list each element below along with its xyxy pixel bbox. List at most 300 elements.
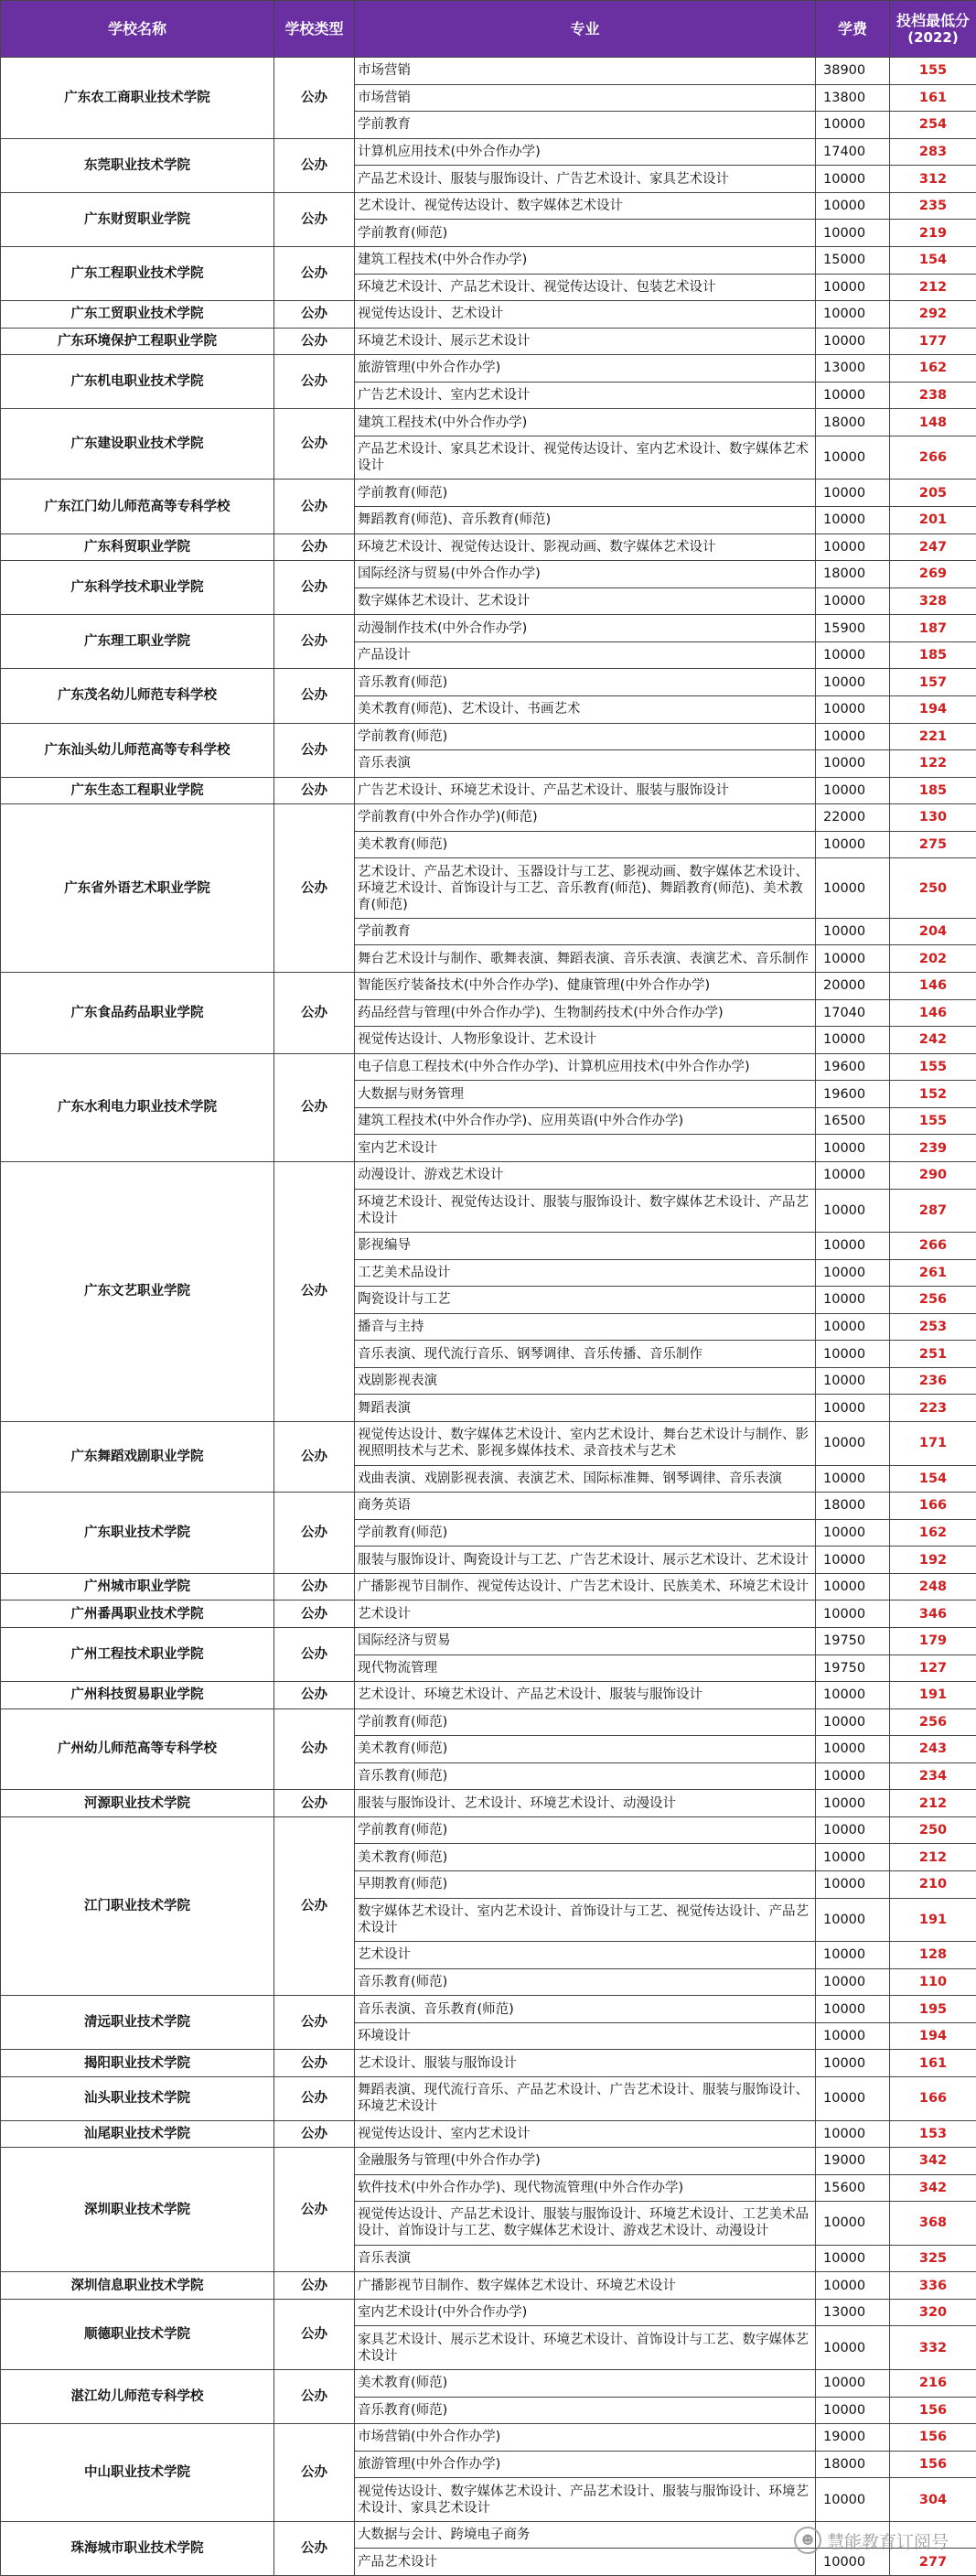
school-name: 广东舞蹈戏剧职业学院	[1, 1422, 274, 1493]
score-cell: 250	[890, 1816, 976, 1844]
school-type: 公办	[274, 1790, 355, 1817]
score-cell: 243	[890, 1736, 976, 1763]
school-type: 公办	[274, 2050, 355, 2077]
fee-cell: 10000	[816, 1422, 890, 1466]
school-name: 珠海城市职业技术学院	[1, 2521, 274, 2575]
major-cell: 学前教育(师范)	[355, 1519, 816, 1547]
fee-cell: 10000	[816, 1189, 890, 1233]
major-cell: 音乐教育(师范)	[355, 669, 816, 696]
table-row	[1, 534, 976, 561]
school-name: 深圳职业技术学院	[1, 2148, 274, 2272]
score-cell: 253	[890, 1313, 976, 1341]
major-cell: 美术教育(师范)	[355, 831, 816, 858]
school-type: 公办	[274, 355, 355, 409]
fee-cell: 10000	[816, 918, 890, 945]
major-cell: 艺术设计、环境艺术设计、产品艺术设计、服装与服饰设计	[355, 1682, 816, 1709]
school-type: 公办	[274, 246, 355, 300]
score-cell: 248	[890, 1573, 976, 1601]
school-type: 公办	[274, 973, 355, 1054]
major-cell: 家具艺术设计、展示艺术设计、环境艺术设计、首饰设计与工艺、数字媒体艺术设计	[355, 2326, 816, 2370]
school-type: 公办	[274, 301, 355, 329]
major-cell: 学前教育(师范)	[355, 723, 816, 750]
table-row	[1, 138, 976, 166]
score-cell: 261	[890, 1259, 976, 1287]
table-row	[1, 777, 976, 804]
watermark	[794, 2527, 949, 2554]
score-cell: 256	[890, 1287, 976, 1314]
school-type: 公办	[274, 2076, 355, 2120]
major-cell: 计算机应用技术(中外合作办学)	[355, 138, 816, 166]
table-row	[1, 1053, 976, 1081]
wechat-icon: ☻	[794, 2527, 821, 2554]
school-name: 江门职业技术学院	[1, 1816, 274, 1995]
major-cell: 早期教育(师范)	[355, 1871, 816, 1899]
school-name: 广东理工职业学院	[1, 615, 274, 669]
score-cell: 205	[890, 480, 976, 507]
fee-cell: 10000	[816, 1682, 890, 1709]
score-cell: 177	[890, 328, 976, 355]
major-cell: 学前教育	[355, 918, 816, 945]
fee-cell: 10000	[816, 507, 890, 534]
school-name: 顺德职业技术学院	[1, 2299, 274, 2369]
fee-cell: 13800	[816, 84, 890, 112]
score-cell: 156	[890, 2397, 976, 2424]
major-cell: 美术教育(师范)、艺术设计、书画艺术	[355, 695, 816, 723]
major-cell: 音乐表演、音乐教育(师范)	[355, 1996, 816, 2023]
school-type: 公办	[274, 669, 355, 723]
table-row	[1, 301, 976, 329]
fee-cell: 10000	[816, 1968, 890, 1996]
score-cell: 290	[890, 1161, 976, 1189]
table-row	[1, 409, 976, 437]
score-cell: 122	[890, 750, 976, 778]
school-type: 公办	[274, 723, 355, 777]
fee-cell: 10000	[816, 480, 890, 507]
table-row	[1, 1790, 976, 1817]
score-cell: 162	[890, 355, 976, 383]
table-row	[1, 804, 976, 832]
fee-cell: 20000	[816, 973, 890, 1000]
school-type: 公办	[274, 192, 355, 246]
major-cell: 产品艺术设计	[355, 2549, 816, 2576]
score-cell: 292	[890, 301, 976, 329]
major-cell: 影视编导	[355, 1233, 816, 1260]
fee-cell: 19000	[816, 2424, 890, 2452]
major-cell: 学前教育(师范)	[355, 1816, 816, 1844]
school-name: 广东文艺职业学院	[1, 1161, 274, 1421]
major-cell: 药品经营与管理(中外合作办学)、生物制药技术(中外合作办学)	[355, 999, 816, 1027]
score-cell: 185	[890, 641, 976, 669]
major-cell: 服装与服饰设计、艺术设计、环境艺术设计、动漫设计	[355, 1790, 816, 1817]
major-cell: 舞台艺术设计与制作、歌舞表演、舞蹈表演、音乐表演、表演艺术、音乐制作	[355, 945, 816, 973]
school-type: 公办	[274, 534, 355, 561]
header-row	[1, 1, 976, 58]
fee-cell: 10000	[816, 2272, 890, 2300]
major-cell: 国际经济与贸易	[355, 1627, 816, 1654]
major-cell: 动漫制作技术(中外合作办学)	[355, 615, 816, 642]
school-type: 公办	[274, 328, 355, 355]
school-type: 公办	[274, 409, 355, 480]
major-cell: 建筑工程技术(中外合作办学)	[355, 246, 816, 274]
major-cell: 产品艺术设计、家具艺术设计、视觉传达设计、室内艺术设计、数字媒体艺术设计	[355, 436, 816, 480]
school-name: 广东农工商职业技术学院	[1, 58, 274, 139]
fee-cell: 10000	[816, 328, 890, 355]
school-type: 公办	[274, 1708, 355, 1790]
school-type: 公办	[274, 480, 355, 534]
score-cell: 192	[890, 1547, 976, 1574]
score-cell: 336	[890, 2272, 976, 2300]
major-cell: 工艺美术品设计	[355, 1259, 816, 1287]
school-type: 公办	[274, 58, 355, 139]
table-row	[1, 1816, 976, 1844]
score-cell: 266	[890, 1233, 976, 1260]
major-cell: 现代物流管理	[355, 1654, 816, 1682]
major-cell: 广播影视节目制作、视觉传达设计、广告艺术设计、民族美术、环境艺术设计	[355, 1573, 816, 1601]
fee-cell: 10000	[816, 1259, 890, 1287]
major-cell: 舞蹈表演、现代流行音乐、产品艺术设计、广告艺术设计、服装与服饰设计、环境艺术设计	[355, 2076, 816, 2120]
score-cell: 127	[890, 1654, 976, 1682]
major-cell: 艺术设计、服装与服饰设计	[355, 2050, 816, 2077]
school-name: 广东江门幼儿师范高等专科学校	[1, 480, 274, 534]
school-name: 广东省外语艺术职业学院	[1, 804, 274, 973]
fee-cell: 10000	[816, 112, 890, 139]
table-row	[1, 1682, 976, 1709]
school-type: 公办	[274, 2272, 355, 2300]
major-cell: 产品设计	[355, 641, 816, 669]
fee-cell: 10000	[816, 669, 890, 696]
score-cell: 212	[890, 1844, 976, 1871]
score-cell: 191	[890, 1898, 976, 1942]
table-row	[1, 328, 976, 355]
score-cell: 153	[890, 2120, 976, 2148]
score-cell: 251	[890, 1341, 976, 1368]
major-cell: 视觉传达设计、艺术设计	[355, 301, 816, 329]
score-cell: 212	[890, 274, 976, 301]
fee-cell: 18000	[816, 2451, 890, 2478]
school-name: 广州工程技术职业学院	[1, 1627, 274, 1681]
school-name: 广东科学技术职业学院	[1, 561, 274, 615]
school-name: 汕头职业技术学院	[1, 2076, 274, 2120]
table-row	[1, 192, 976, 220]
major-cell: 广播影视节目制作、数字媒体艺术设计、环境艺术设计	[355, 2272, 816, 2300]
school-name: 广东财贸职业学院	[1, 192, 274, 246]
fee-cell: 10000	[816, 1708, 890, 1736]
table-row	[1, 1996, 976, 2023]
major-cell: 戏剧影视表演	[355, 1367, 816, 1395]
major-cell: 数字媒体艺术设计、室内艺术设计、首饰设计与工艺、视觉传达设计、产品艺术设计	[355, 1898, 816, 1942]
school-name: 中山职业技术学院	[1, 2424, 274, 2522]
major-cell: 视觉传达设计、数字媒体艺术设计、室内艺术设计、舞台艺术设计与制作、影视照明技术与艺术、影视多媒体技术、录音技术与艺术	[355, 1422, 816, 1466]
score-cell: 238	[890, 382, 976, 409]
fee-cell: 18000	[816, 561, 890, 588]
major-cell: 学前教育(师范)	[355, 480, 816, 507]
school-name: 广州番禺职业技术学院	[1, 1601, 274, 1628]
major-cell: 美术教育(师范)	[355, 1844, 816, 1871]
major-cell: 环境艺术设计、视觉传达设计、服装与服饰设计、数字媒体艺术设计、产品艺术设计	[355, 1189, 816, 1233]
score-cell: 328	[890, 587, 976, 615]
school-type: 公办	[274, 2120, 355, 2148]
major-cell: 室内艺术设计	[355, 1135, 816, 1162]
score-cell: 166	[890, 2076, 976, 2120]
school-type: 公办	[274, 777, 355, 804]
fee-cell: 10000	[816, 777, 890, 804]
score-cell: 195	[890, 1996, 976, 2023]
major-cell: 陶瓷设计与工艺	[355, 1287, 816, 1314]
major-cell: 戏曲表演、戏剧影视表演、表演艺术、国际标准舞、钢琴调律、音乐表演	[355, 1465, 816, 1493]
table-row	[1, 2148, 976, 2175]
fee-cell: 10000	[816, 2050, 890, 2077]
table-row	[1, 2050, 976, 2077]
score-cell: 346	[890, 1601, 976, 1628]
school-type: 公办	[274, 2148, 355, 2272]
school-name: 湛江幼儿师范专科学校	[1, 2370, 274, 2424]
score-cell: 161	[890, 2050, 976, 2077]
school-type: 公办	[274, 2370, 355, 2424]
score-cell: 185	[890, 777, 976, 804]
header-score-year: (2022)	[893, 29, 973, 46]
school-name: 广州科技贸易职业学院	[1, 1682, 274, 1709]
score-cell: 194	[890, 2022, 976, 2050]
score-cell: 155	[890, 1107, 976, 1135]
table-row	[1, 1422, 976, 1466]
major-cell: 美术教育(师范)	[355, 2370, 816, 2398]
fee-cell: 10000	[816, 1367, 890, 1395]
fee-cell: 10000	[816, 1465, 890, 1493]
score-cell: 332	[890, 2326, 976, 2370]
fee-cell: 19600	[816, 1053, 890, 1081]
major-cell: 艺术设计	[355, 1601, 816, 1628]
major-cell: 音乐表演	[355, 2245, 816, 2272]
school-type: 公办	[274, 1682, 355, 1709]
fee-cell: 10000	[816, 220, 890, 247]
major-cell: 大数据与财务管理	[355, 1081, 816, 1108]
school-type: 公办	[274, 1053, 355, 1161]
school-name: 广东建设职业技术学院	[1, 409, 274, 480]
score-cell: 154	[890, 246, 976, 274]
score-cell: 269	[890, 561, 976, 588]
major-cell: 旅游管理(中外合作办学)	[355, 355, 816, 383]
fee-cell: 10000	[816, 1601, 890, 1628]
fee-cell: 10000	[816, 301, 890, 329]
table-row	[1, 2424, 976, 2452]
fee-cell: 13000	[816, 355, 890, 383]
score-cell: 342	[890, 2148, 976, 2175]
school-name: 广州幼儿师范高等专科学校	[1, 1708, 274, 1790]
major-cell: 室内艺术设计(中外合作办学)	[355, 2299, 816, 2326]
score-cell: 128	[890, 1942, 976, 1969]
table-row	[1, 246, 976, 274]
school-name: 广东生态工程职业学院	[1, 777, 274, 804]
school-name: 广东职业技术学院	[1, 1493, 274, 1574]
score-cell: 325	[890, 2245, 976, 2272]
fee-cell: 10000	[816, 1871, 890, 1899]
fee-cell: 10000	[816, 1816, 890, 1844]
major-cell: 音乐表演、现代流行音乐、钢琴调律、音乐传播、音乐制作	[355, 1341, 816, 1368]
score-cell: 201	[890, 507, 976, 534]
fee-cell: 10000	[816, 858, 890, 919]
major-cell: 环境艺术设计、视觉传达设计、影视动画、数字媒体艺术设计	[355, 534, 816, 561]
major-cell: 金融服务与管理(中外合作办学)	[355, 2148, 816, 2175]
school-name: 揭阳职业技术学院	[1, 2050, 274, 2077]
major-cell: 环境设计	[355, 2022, 816, 2050]
score-cell: 250	[890, 858, 976, 919]
watermark-text: 慧能教育订阅号	[827, 2528, 949, 2553]
score-cell: 194	[890, 695, 976, 723]
score-cell: 152	[890, 1081, 976, 1108]
score-cell: 221	[890, 723, 976, 750]
major-cell: 产品艺术设计、服装与服饰设计、广告艺术设计、家具艺术设计	[355, 166, 816, 193]
major-cell: 环境艺术设计、展示艺术设计	[355, 328, 816, 355]
fee-cell: 10000	[816, 2397, 890, 2424]
fee-cell: 10000	[816, 750, 890, 778]
major-cell: 视觉传达设计、产品艺术设计、服装与服饰设计、环境艺术设计、工艺美术品设计、首饰设计与工艺、数字媒体艺术设计、游戏艺术设计、动漫设计	[355, 2202, 816, 2246]
school-type: 公办	[274, 1493, 355, 1574]
fee-cell: 10000	[816, 1942, 890, 1969]
fee-cell: 10000	[816, 1161, 890, 1189]
major-cell: 美术教育(师范)	[355, 1736, 816, 1763]
school-name: 广东汕头幼儿师范高等专科学校	[1, 723, 274, 777]
fee-cell: 15000	[816, 246, 890, 274]
major-cell: 学前教育(师范)	[355, 1708, 816, 1736]
school-name: 深圳信息职业技术学院	[1, 2272, 274, 2300]
major-cell: 播音与主持	[355, 1313, 816, 1341]
score-cell: 254	[890, 112, 976, 139]
score-cell: 304	[890, 2478, 976, 2522]
score-cell: 342	[890, 2174, 976, 2202]
fee-cell: 17400	[816, 138, 890, 166]
fee-cell: 10000	[816, 1287, 890, 1314]
major-cell: 智能医疗装备技术(中外合作办学)、健康管理(中外合作办学)	[355, 973, 816, 1000]
school-name: 广东机电职业技术学院	[1, 355, 274, 409]
major-cell: 视觉传达设计、人物形象设计、艺术设计	[355, 1027, 816, 1054]
score-cell: 275	[890, 831, 976, 858]
school-name: 广东环境保护工程职业学院	[1, 328, 274, 355]
table-body	[1, 58, 976, 2576]
major-cell: 视觉传达设计、数字媒体艺术设计、产品艺术设计、服装与服饰设计、环境艺术设计、家具艺术设计	[355, 2478, 816, 2522]
score-cell: 312	[890, 166, 976, 193]
major-cell: 音乐教育(师范)	[355, 1968, 816, 1996]
fee-cell: 10000	[816, 1341, 890, 1368]
fee-cell: 10000	[816, 1736, 890, 1763]
school-type: 公办	[274, 2424, 355, 2522]
fee-cell: 10000	[816, 2120, 890, 2148]
school-type: 公办	[274, 2299, 355, 2369]
score-cell: 235	[890, 192, 976, 220]
fee-cell: 15900	[816, 615, 890, 642]
table-row	[1, 1573, 976, 1601]
table-row	[1, 1161, 976, 1189]
fee-cell: 10000	[816, 1898, 890, 1942]
fee-cell: 10000	[816, 436, 890, 480]
header-score	[890, 1, 976, 58]
table-row	[1, 58, 976, 85]
school-type: 公办	[274, 1627, 355, 1681]
fee-cell: 10000	[816, 587, 890, 615]
score-cell: 210	[890, 1871, 976, 1899]
table-row	[1, 561, 976, 588]
table-row	[1, 1601, 976, 1628]
score-cell: 216	[890, 2370, 976, 2398]
header-score-label: 投档最低分	[896, 12, 970, 29]
school-type: 公办	[274, 561, 355, 615]
major-cell: 动漫设计、游戏艺术设计	[355, 1161, 816, 1189]
fee-cell: 10000	[816, 2202, 890, 2246]
score-cell: 202	[890, 945, 976, 973]
fee-cell: 18000	[816, 409, 890, 437]
score-cell: 154	[890, 1465, 976, 1493]
school-type: 公办	[274, 1422, 355, 1493]
fee-cell: 10000	[816, 1519, 890, 1547]
fee-cell: 10000	[816, 1762, 890, 1790]
score-cell: 161	[890, 84, 976, 112]
score-cell: 320	[890, 2299, 976, 2326]
score-cell: 130	[890, 804, 976, 832]
school-name: 汕尾职业技术学院	[1, 2120, 274, 2148]
score-cell: 146	[890, 973, 976, 1000]
header-fee: 学费	[816, 1, 890, 58]
score-cell: 155	[890, 58, 976, 85]
major-cell: 音乐教育(师范)	[355, 2397, 816, 2424]
fee-cell: 10000	[816, 831, 890, 858]
fee-cell: 10000	[816, 641, 890, 669]
fee-cell: 10000	[816, 2370, 890, 2398]
major-cell: 艺术设计	[355, 1942, 816, 1969]
fee-cell: 19600	[816, 1081, 890, 1108]
fee-cell: 10000	[816, 1313, 890, 1341]
fee-cell: 10000	[816, 1790, 890, 1817]
fee-cell: 10000	[816, 382, 890, 409]
table-row	[1, 355, 976, 383]
fee-cell: 16500	[816, 1107, 890, 1135]
fee-cell: 10000	[816, 166, 890, 193]
fee-cell: 10000	[816, 2245, 890, 2272]
score-cell: 219	[890, 220, 976, 247]
fee-cell: 10000	[816, 1547, 890, 1574]
fee-cell: 10000	[816, 1135, 890, 1162]
score-cell: 368	[890, 2202, 976, 2246]
school-type: 公办	[274, 2521, 355, 2575]
fee-cell: 10000	[816, 2326, 890, 2370]
major-cell: 视觉传达设计、室内艺术设计	[355, 2120, 816, 2148]
fee-cell: 10000	[816, 1996, 890, 2023]
fee-cell: 10000	[816, 274, 890, 301]
fee-cell: 10000	[816, 2022, 890, 2050]
major-cell: 国际经济与贸易(中外合作办学)	[355, 561, 816, 588]
table-row	[1, 2370, 976, 2398]
score-cell: 287	[890, 1189, 976, 1233]
school-type: 公办	[274, 1161, 355, 1421]
score-cell: 266	[890, 436, 976, 480]
score-cell: 187	[890, 615, 976, 642]
major-cell: 市场营销	[355, 58, 816, 85]
school-name: 河源职业技术学院	[1, 1790, 274, 1817]
major-cell: 舞蹈教育(师范)、音乐教育(师范)	[355, 507, 816, 534]
school-name: 广州城市职业学院	[1, 1573, 274, 1601]
score-cell: 110	[890, 1968, 976, 1996]
major-cell: 建筑工程技术(中外合作办学)、应用英语(中外合作办学)	[355, 1107, 816, 1135]
fee-cell: 10000	[816, 2549, 890, 2576]
school-type: 公办	[274, 1996, 355, 2050]
major-cell: 服装与服饰设计、陶瓷设计与工艺、广告艺术设计、展示艺术设计、艺术设计	[355, 1547, 816, 1574]
school-name: 广东水利电力职业技术学院	[1, 1053, 274, 1161]
major-cell: 市场营销(中外合作办学)	[355, 2424, 816, 2452]
table-row	[1, 2299, 976, 2326]
school-type: 公办	[274, 1816, 355, 1995]
fee-cell: 10000	[816, 1844, 890, 1871]
score-cell: 204	[890, 918, 976, 945]
fee-cell: 19000	[816, 2148, 890, 2175]
score-cell: 155	[890, 1053, 976, 1081]
